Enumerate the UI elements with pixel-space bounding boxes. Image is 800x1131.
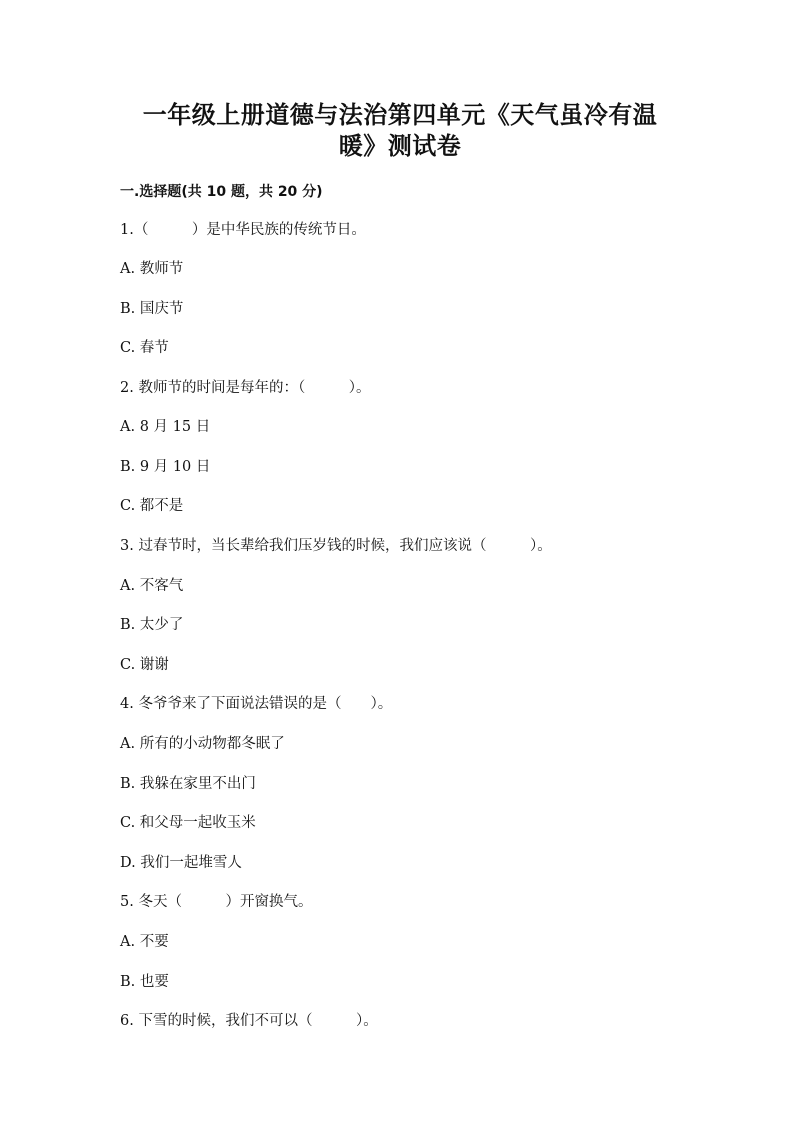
option-1c: C. 春节 (120, 340, 169, 356)
question-1: 1.（ ）是中华民族的传统节日。 (120, 222, 366, 238)
option-5b: B. 也要 (120, 974, 169, 990)
question-2: 2. 教师节的时间是每年的：（ ）。 (120, 380, 371, 396)
question-5: 5. 冬天（ ）开窗换气。 (120, 894, 313, 910)
option-4d: D. 我们一起堆雪人 (120, 855, 242, 871)
option-4a: A. 所有的小动物都冬眠了 (120, 736, 285, 752)
option-1b: B. 国庆节 (120, 301, 184, 317)
option-2b: B. 9 月 10 日 (120, 459, 211, 475)
option-3a: A. 不客气 (120, 578, 184, 594)
question-3: 3. 过春节时，当长辈给我们压岁钱的时候，我们应该说（ ）。 (120, 538, 552, 554)
option-2c: C. 都不是 (120, 498, 184, 514)
page-title-line-1: 一年级上册道德与法治第四单元《天气虽冷有温 (142, 101, 658, 129)
section-heading: 一.选择题(共 10 题，共 20 分) (120, 184, 323, 200)
option-3b: B. 太少了 (120, 617, 184, 633)
option-4b: B. 我躲在家里不出门 (120, 776, 256, 792)
question-4: 4. 冬爷爷来了下面说法错误的是（ ）。 (120, 696, 393, 712)
option-5a: A. 不要 (120, 934, 169, 950)
option-4c: C. 和父母一起收玉米 (120, 815, 256, 831)
question-6: 6. 下雪的时候，我们不可以（ ）。 (120, 1013, 378, 1029)
option-1a: A. 教师节 (120, 261, 184, 277)
option-2a: A. 8 月 15 日 (120, 419, 211, 435)
option-3c: C. 谢谢 (120, 657, 169, 673)
page-title-line-2: 暖》测试卷 (338, 132, 462, 160)
